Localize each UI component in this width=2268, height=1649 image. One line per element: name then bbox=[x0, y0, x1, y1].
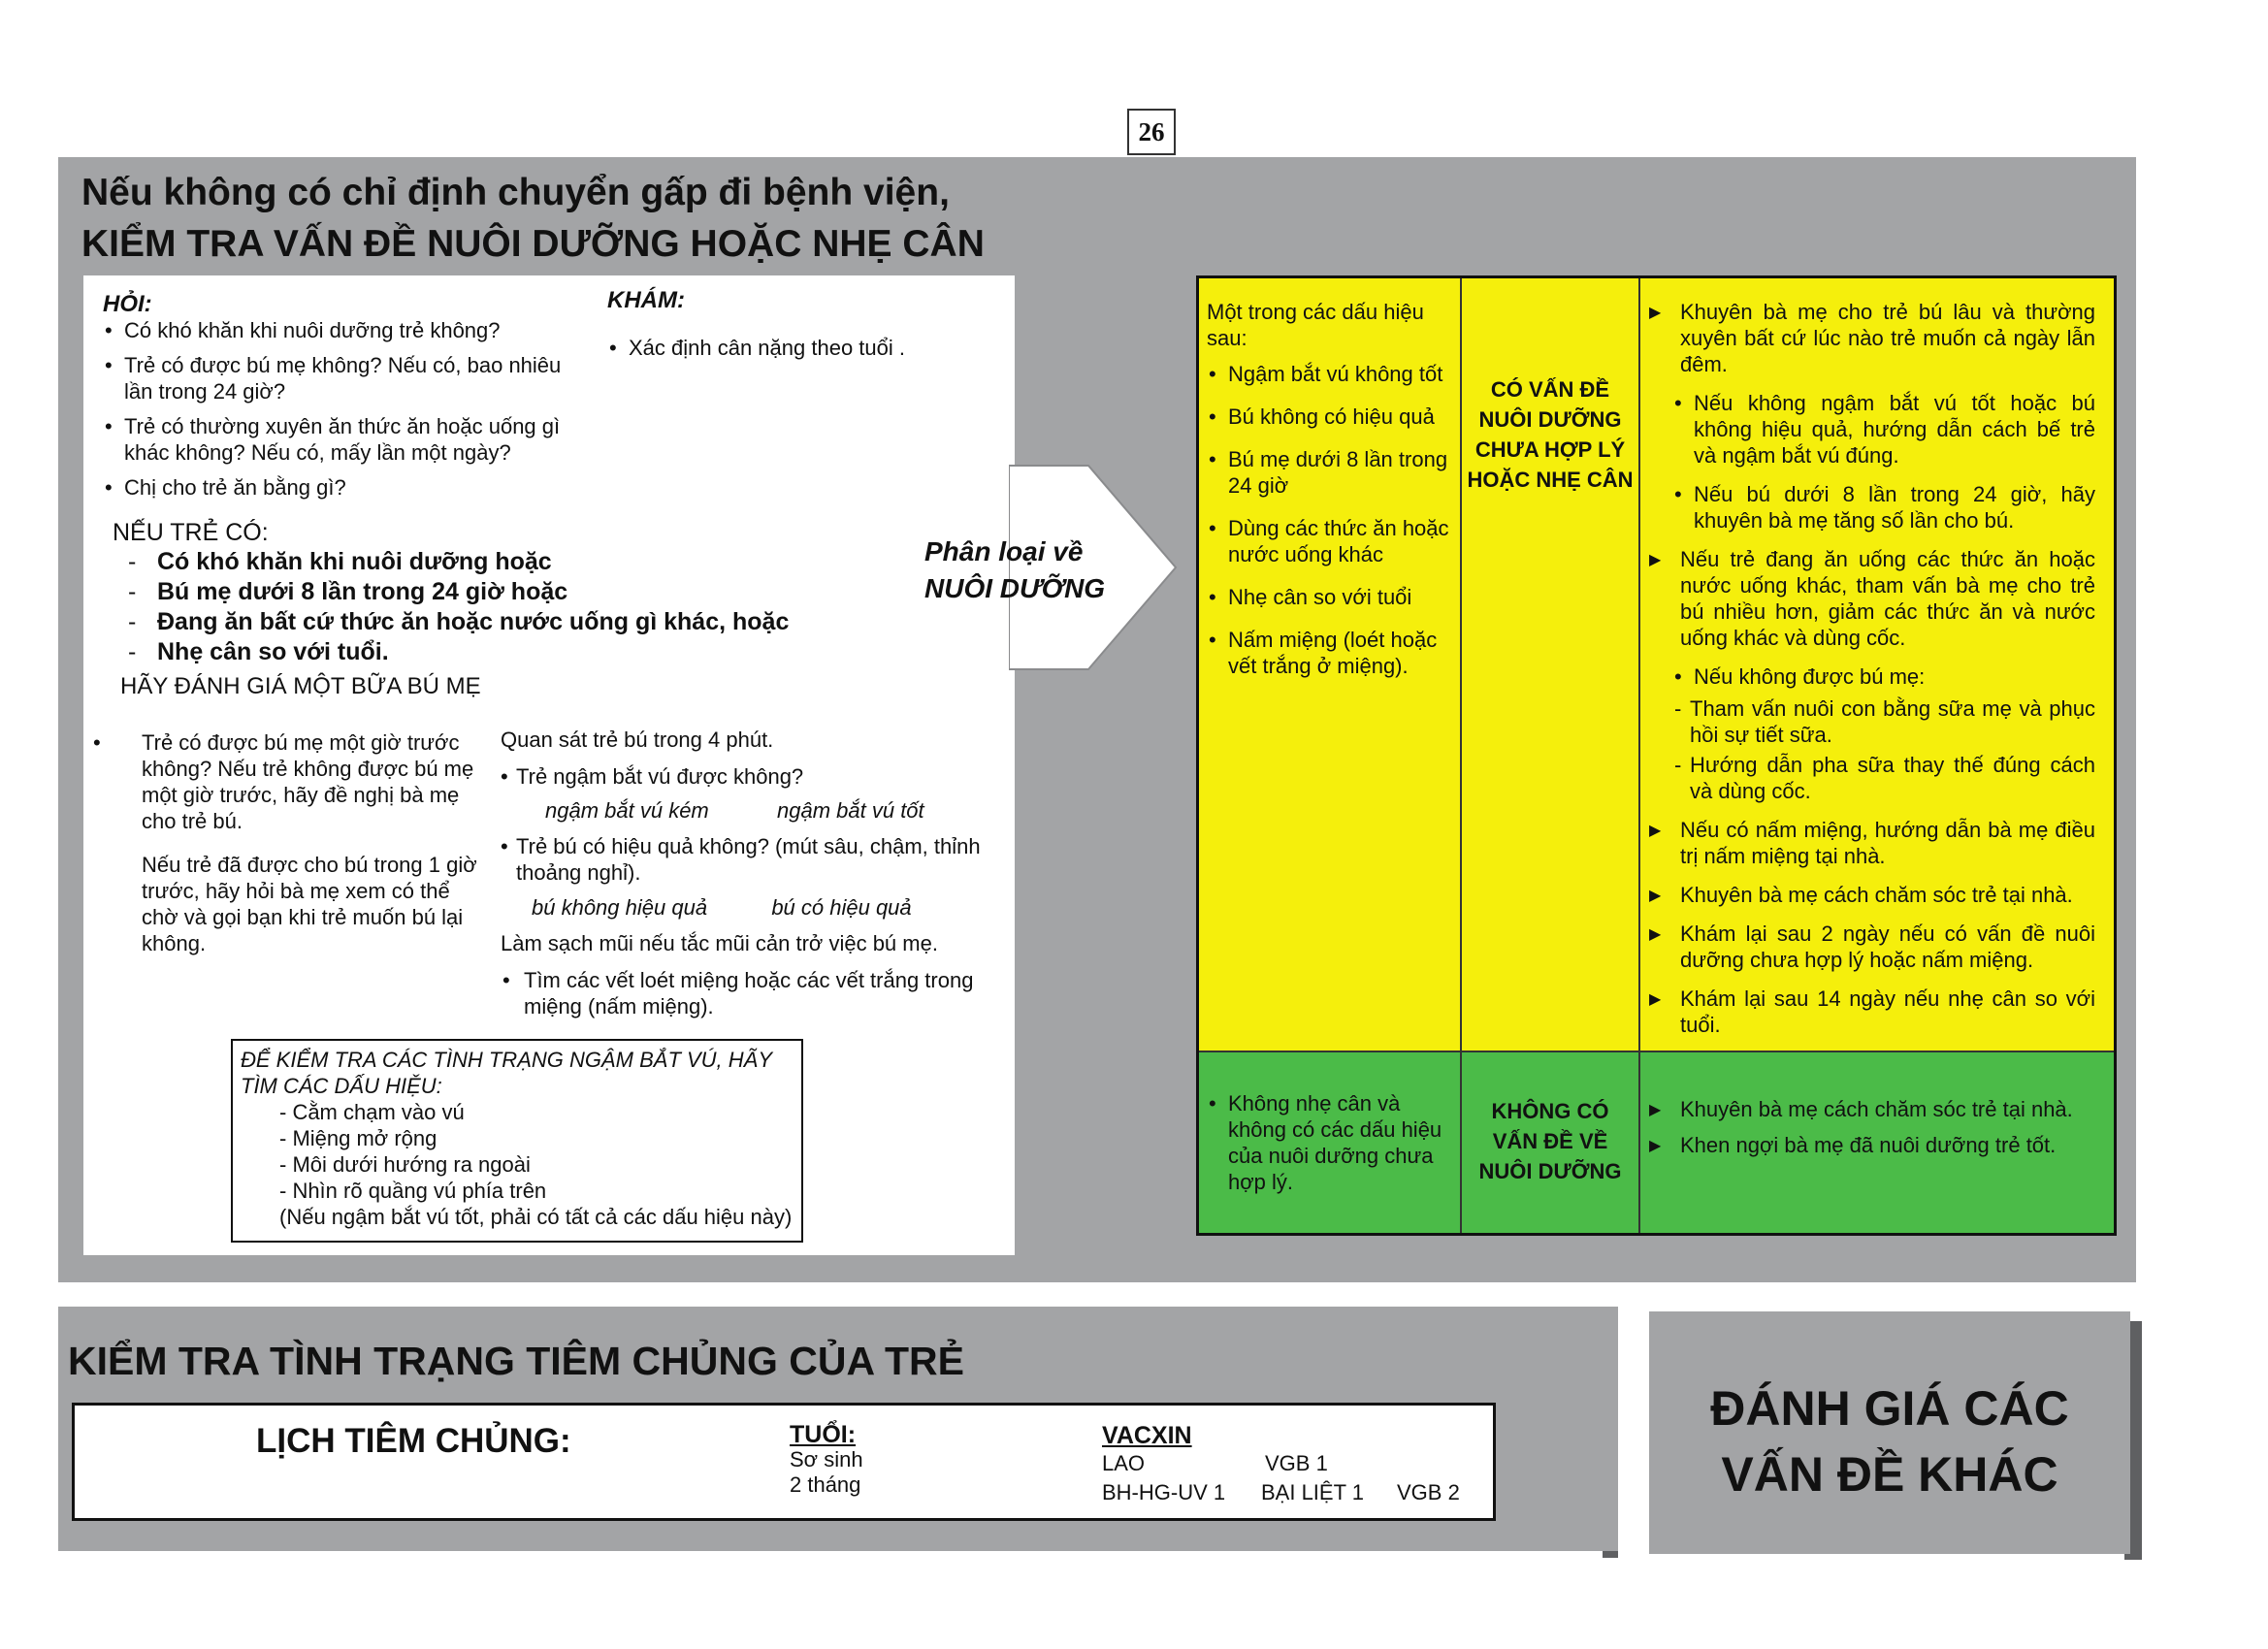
column-divider bbox=[1638, 278, 1640, 1233]
treat-sub-list bbox=[1645, 390, 2095, 534]
row-divider bbox=[1199, 1051, 2114, 1052]
vaccine-name: VGB 2 bbox=[1397, 1480, 1460, 1504]
list-item: ▶ Khuyên bà mẹ cách chăm sóc trẻ tại nhà. bbox=[1645, 882, 2095, 908]
list-item: - Tham vấn nuôi con bằng sữa mẹ và phục hồi sự tiết sữa. bbox=[1645, 695, 2095, 748]
list-item: - Cằm chạm vào vú bbox=[279, 1100, 465, 1124]
attach-options bbox=[501, 797, 995, 824]
vaccine-name: VGB 1 bbox=[1265, 1451, 1328, 1475]
assess-breastfeed-heading: HÃY ĐÁNH GIÁ MỘT BỮA BÚ MẸ bbox=[120, 673, 481, 699]
assess-left-p1: • Trẻ có được bú mẹ một giờ trước không? Nếu trẻ không được bú mẹ một giờ trước, hãy đề nghị bà mẹ cho trẻ bú. bbox=[93, 730, 474, 833]
list-item: ▶ Khuyên bà mẹ cho trẻ bú lâu và thường xuyên bất cứ lúc nào trẻ muốn cả ngày lẫn đêm. bbox=[1645, 299, 2095, 377]
list-item: (Nếu ngậm bắt vú tốt, phải có tất cả các dấu hiệu này) bbox=[279, 1205, 793, 1229]
list-item: • Nếu không ngậm bắt vú tốt hoặc bú không hiệu quả, hướng dẫn cách bế trẻ và ngậm bắt vú đúng. bbox=[1645, 390, 2095, 469]
treat-sub-list bbox=[1645, 663, 2095, 690]
page-number: 26 bbox=[1127, 109, 1176, 155]
list-item: • Dùng các thức ăn hoặc nước uống khác bbox=[1207, 515, 1455, 567]
treat-list bbox=[1645, 817, 2095, 1038]
list-item: - Môi dưới hướng ra ngoài bbox=[279, 1152, 531, 1177]
look-list bbox=[607, 335, 995, 361]
age-value: 2 tháng bbox=[790, 1472, 861, 1497]
list-item: - Miệng mở rộng bbox=[279, 1126, 437, 1150]
green-classification: KHÔNG CÓ VẤN ĐỀ VỀ NUÔI DƯỠNG bbox=[1478, 1099, 1622, 1183]
immunization-title: KIỂM TRA TÌNH TRẠNG TIÊM CHỦNG CỦA TRẺ bbox=[68, 1339, 964, 1383]
look-heading: KHÁM: bbox=[607, 287, 685, 313]
clear-nose-text: Làm sạch mũi nếu tắc mũi cản trở việc bú mẹ. bbox=[501, 931, 938, 955]
list-item: • Nhẹ cân so với tuổi bbox=[1207, 584, 1455, 610]
list-item: - Nhẹ cân so với tuổi. bbox=[113, 637, 850, 666]
feeding-section-title: Nếu không có chỉ định chuyển gấp đi bệnh viện, KIỂM TRA VẤN ĐỀ NUÔI DƯỠNG HOẶC NHẸ CÂN bbox=[81, 172, 985, 265]
list-item: • Nấm miệng (loét hoặc vết trắng ở miệng). bbox=[1207, 627, 1455, 679]
look-block bbox=[607, 287, 995, 370]
yellow-signs bbox=[1207, 299, 1455, 688]
list-item: • Xác định cân nặng theo tuổi . bbox=[607, 335, 995, 361]
list-item: - Hướng dẫn pha sữa thay thế đúng cách và dùng cốc. bbox=[1645, 752, 2095, 804]
suck-options bbox=[501, 894, 995, 921]
treat-dash-list bbox=[1645, 695, 2095, 804]
classify-arrow-label: Phân loại về NUÔI DƯỠNG bbox=[924, 536, 1106, 603]
yellow-treatments bbox=[1645, 299, 2095, 1051]
list-item: ▶ Khám lại sau 14 ngày nếu nhẹ cân so với tuổi. bbox=[1645, 986, 2095, 1038]
if-child-list bbox=[113, 547, 850, 666]
vaccine-column bbox=[1102, 1422, 1490, 1507]
attach-good-label: ngậm bắt vú tốt bbox=[777, 798, 924, 823]
treat-list bbox=[1645, 546, 2095, 651]
green-signs-list bbox=[1207, 1090, 1455, 1195]
assess-right-column bbox=[501, 727, 995, 1019]
bullet-icon: • bbox=[93, 730, 101, 755]
schedule-label: LỊCH TIÊM CHỦNG: bbox=[256, 1422, 571, 1460]
list-item: • Bú mẹ dưới 8 lần trong 24 giờ bbox=[1207, 446, 1455, 499]
list-item: - Bú mẹ dưới 8 lần trong 24 giờ hoặc bbox=[113, 577, 850, 606]
look-ulcers-text: • Tìm các vết loét miệng hoặc các vết trắng trong miệng (nấm miệng). bbox=[502, 968, 974, 1018]
observe-text: Quan sát trẻ bú trong 4 phút. bbox=[501, 728, 774, 752]
vaccine-name: BH-HG-UV 1 bbox=[1102, 1480, 1226, 1504]
ask-block bbox=[103, 291, 578, 509]
suck-good-label: bú có hiệu quả bbox=[771, 895, 912, 920]
vaccine-name: LAO bbox=[1102, 1451, 1146, 1475]
suck-poor-label: bú không hiệu quả bbox=[532, 895, 708, 920]
list-item: • Không nhẹ cân và không có các dấu hiệu của nuôi dưỡng chưa hợp lý. bbox=[1207, 1090, 1455, 1195]
yellow-classification: CÓ VẤN ĐỀ NUÔI DƯỠNG CHƯA HỢP LÝ HOẶC NHẸ CÂN bbox=[1467, 377, 1634, 492]
list-item: • Nếu bú dưới 8 lần trong 24 giờ, hãy khuyên bà mẹ tăng số lần cho bú. bbox=[1645, 481, 2095, 534]
list-item: • Trẻ có được bú mẹ không? Nếu có, bao nhiêu lần trong 24 giờ? bbox=[103, 352, 578, 404]
list-item: • Có khó khăn khi nuôi dưỡng trẻ không? bbox=[103, 317, 578, 343]
age-value: Sơ sinh bbox=[790, 1447, 863, 1471]
column-divider bbox=[1460, 278, 1462, 1233]
if-child-heading: NẾU TRẺ CÓ: bbox=[113, 519, 269, 546]
list-item: ▶ Nếu có nấm miệng, hướng dẫn bà mẹ điều trị nấm miệng tại nhà. bbox=[1645, 817, 2095, 869]
attachment-signs-box bbox=[231, 1039, 803, 1243]
list-item: - Có khó khăn khi nuôi dưỡng hoặc bbox=[113, 547, 850, 576]
age-column bbox=[790, 1422, 863, 1498]
attachment-box-title: ĐỂ KIỂM TRA CÁC TÌNH TRẠNG NGẬM BẮT VÚ, HÃY TÌM CÁC DẤU HIỆU: bbox=[241, 1048, 772, 1098]
suck-question: • Trẻ bú có hiệu quả không? (mút sâu, chậm, thỉnh thoảng nghỉ). bbox=[501, 834, 981, 885]
list-item: • Trẻ có thường xuyên ăn thức ăn hoặc uống gì khác không? Nếu có, mấy lần một ngày? bbox=[103, 413, 578, 466]
ask-heading: HỎI: bbox=[103, 291, 152, 317]
attach-poor-label: ngậm bắt vú kém bbox=[545, 798, 709, 823]
other-problems-title: ĐÁNH GIÁ CÁC VẤN ĐỀ KHÁC bbox=[1710, 1381, 2069, 1502]
yellow-signs-list bbox=[1207, 361, 1455, 679]
green-treatments bbox=[1645, 1096, 2095, 1171]
vaccine-header: VACXIN bbox=[1102, 1422, 1192, 1449]
list-item: • Chị cho trẻ ăn bằng gì? bbox=[103, 474, 578, 501]
treat-list bbox=[1645, 1096, 2095, 1158]
table-row bbox=[1102, 1449, 1490, 1478]
list-item: ▶ Khuyên bà mẹ cách chăm sóc trẻ tại nhà. bbox=[1645, 1096, 2095, 1122]
list-item: • Bú không có hiệu quả bbox=[1207, 404, 1455, 430]
treat-list bbox=[1645, 299, 2095, 377]
list-item: • Ngậm bắt vú không tốt bbox=[1207, 361, 1455, 387]
green-signs bbox=[1207, 1090, 1455, 1204]
attach-question: • Trẻ ngậm bắt vú được không? bbox=[501, 764, 804, 789]
list-item: ▶ Khám lại sau 2 ngày nếu có vấn đề nuôi dưỡng chưa hợp lý hoặc nấm miệng. bbox=[1645, 921, 2095, 973]
vaccine-name: BẠI LIỆT 1 bbox=[1261, 1480, 1364, 1504]
assess-left-p2: Nếu trẻ đã được cho bú trong 1 giờ trước, hãy hỏi bà mẹ xem có thể chờ và gọi bạn khi trẻ muốn bú lại không. bbox=[142, 853, 477, 955]
list-item: - Đang ăn bất cứ thức ăn hoặc nước uống gì khác, hoặc bbox=[113, 607, 850, 636]
assess-left-column bbox=[91, 729, 483, 956]
list-item: • Nếu không được bú mẹ: bbox=[1645, 663, 2095, 690]
age-header: TUỔI: bbox=[790, 1421, 857, 1448]
signs-intro: Một trong các dấu hiệu sau: bbox=[1207, 300, 1424, 350]
table-row bbox=[1102, 1478, 1490, 1507]
ask-list bbox=[103, 317, 578, 501]
list-item: ▶ Nếu trẻ đang ăn uống các thức ăn hoặc nước uống khác, tham vấn bà mẹ cho trẻ bú nhiều hơn, giảm các thức ăn và nước uống khác và dùng cốc. bbox=[1645, 546, 2095, 651]
attachment-box-list bbox=[241, 1099, 795, 1230]
list-item: - Nhìn rõ quầng vú phía trên bbox=[279, 1179, 547, 1203]
if-child-block bbox=[113, 518, 850, 667]
list-item: ▶ Khen ngợi bà mẹ đã nuôi dưỡng trẻ tốt. bbox=[1645, 1132, 2095, 1158]
